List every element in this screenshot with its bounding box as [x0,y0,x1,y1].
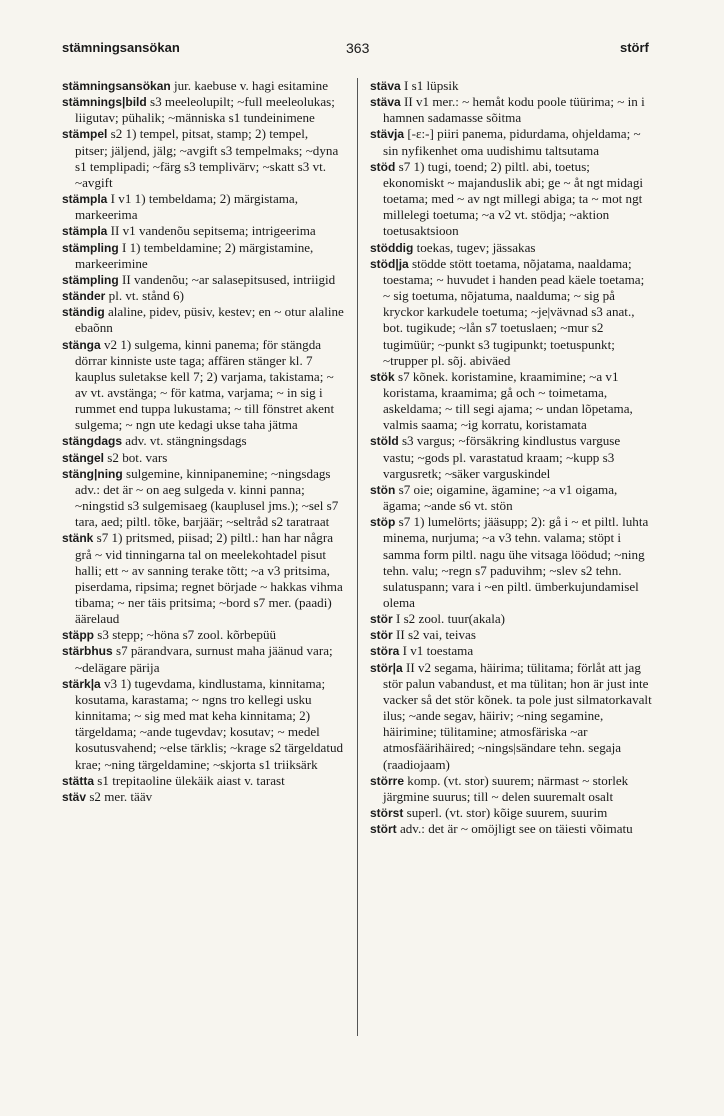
definition: I v1 1) tembeldama; 2) märgistama, markeerima [75,191,299,223]
definition: I 1) tembeldamine; 2) märgistamine, markeerimine [75,239,314,271]
right-column [370,78,652,837]
definition: v3 1) tugevdama, kindlustama, kinnitama; kosutama, karastama; ~ ngns tro kellegi usku kinnitama; ~ sig med mat keha kinnitama; 2) tärgeldama; ~ande tugevdav; kosutav; ~ medel kosutusvahend; ~else tärklis; ~krage s2 tärgeldatud krae; ~ning tärgeldamine; ~skjorta s1 triiksärk [75,675,344,772]
definition: s1 trepitaoline ülekäik aiast v. tarast [97,772,285,788]
definition: s3 vargus; ~försäkring kindlustus varguse vastu; ~gods pl. varastatud kraam; ~kupp s3 vargusretk; ~säker varguskindel [383,433,621,481]
headword: stämnings|bild [62,95,147,110]
headword: stör [370,612,393,627]
headword: stämpla [62,192,108,207]
definition: II v1 vandenõu sepitsema; intrigeerima [110,223,316,239]
dictionary-entry [62,240,344,272]
definition: I s2 zool. tuur(akala) [395,611,506,627]
headword: stänk [62,531,94,546]
headword: stöp [370,515,396,530]
definition: pl. vt. stånd 6) [108,288,184,304]
headword: stäv [62,789,87,804]
dictionary-entry [62,676,344,773]
headword: störa [370,644,400,659]
dictionary-entry [62,643,344,675]
definition: II v1 mer.: ~ hemåt kodu poole tüürima; ~ in i hamnen sadamasse sõitma [383,94,645,126]
page-number: 363 [346,40,370,56]
dictionary-entry [370,78,652,94]
running-head-right: störf [620,40,649,55]
dictionary-entry [370,433,652,481]
definition: s7 pärandvara, surnust maha jäänud vara; ~delägare pärija [75,643,333,675]
headword: större [370,773,405,788]
headword: stäva [370,79,401,93]
headword: ständig [62,305,105,320]
dictionary-entry [370,805,652,821]
dictionary-entry [370,660,652,773]
definition: II v2 segama, häirima; tülitama; förlåt att jag stör palun vabandust, et ma tülitan; hon är just inte vacker så det stör kõnek. ta pole just silmatorkavalt ilus; ~ande segav, häiriv; ~ning segamine, häirimine; tülitamine; atmosfäriska ~ar atmosfäärihäired; ~nings|sändare tehn. segaja (raadiojaam) [383,659,652,772]
headword: stämpel [62,127,108,142]
headword: stängel [62,450,105,465]
headword: stört [370,822,397,837]
definition: s2 bot. vars [107,449,168,465]
dictionary-entry [370,514,652,611]
dictionary-entry [370,159,652,240]
dictionary-entry [62,627,344,643]
headword: stöd [370,159,396,174]
running-head-left: stämningsansökan [62,40,180,55]
column-divider [357,78,358,1036]
dictionary-entry [370,240,652,256]
dictionary-entry [370,773,652,805]
dictionary-entry [62,789,344,805]
definition: s7 1) pritsmed, piisad; 2) piltl.: han har några grå ~ vid tinningarna tal on meelekohtadel pisut halli; ett ~ av sanning terake tõtt; ~a v3 pritsima, piserdama, ripsima; regnet började ~ hakkas vihma tibama; ~ ner täis pritsima; ~bord s7 mer. (paadi) äärelaud [75,530,343,627]
dictionary-entry [370,482,652,514]
headword: stäpp [62,628,95,643]
definition: s2 mer. tääv [89,788,153,804]
dictionary-entry [370,94,652,126]
dictionary-entry [62,78,344,94]
headword: stämpling [62,272,119,287]
headword: stärk|a [62,676,101,691]
definition: [-ɛ:-] piiri panema, pidurdama, ohjeldama; ~ sin nyfikenhet oma uudishimu taltsutama [383,126,641,158]
headword: stämpla [62,224,108,239]
dictionary-entry [62,223,344,239]
dictionary-entry [370,627,652,643]
definition: II vandenõu; ~ar salasepitsused, intriigid [121,271,336,287]
definition: alaline, pidev, püsiv, kestev; en ~ otur alaline ebaõnn [75,304,344,336]
headword: ständer [62,289,106,304]
headword: stök [370,369,395,384]
headword: stäva [370,95,401,110]
dictionary-entry [370,821,652,837]
headword: stön [370,482,396,497]
definition: stödde stött toetama, nõjatama, naaldama; toestama; ~ huvudet i handen pead käele toetama; ~ sig toetuma, nõjatuma, naalduma; ~ sig på kryckor karkudele toetuma; ~je|vävnad s3 anat., bot. tugikude; ~lån s7 toetuslaen; ~mur s2 tugimüür; ~punkt s3 tugipunkt; toetuspunkt; ~trupper pl. sõj. abiväed [383,255,645,368]
headword: stätta [62,773,95,788]
definition: komp. (vt. stor) suurem; närmast ~ storlek järgmine suurus; till ~ delen suuremalt osalt [383,772,629,804]
definition: toekas, tugev; jässakas [416,239,536,255]
headword: stöddig [370,240,414,255]
definition: I v1 toestama [402,643,474,659]
dictionary-entry [62,304,344,336]
headword: stämpling [62,240,119,255]
definition: sulgemine, kinnipanemine; ~ningsdags adv.: det är ~ on aeg sulgeda v. kinni panna; ~ningstid s3 sulgemisaeg (kauplusel jms.); ~sel s7 tara, aed; piltl. tõke, barjäär; ~seltråd s2 taratraat [75,465,339,530]
definition: v2 1) sulgema, kinni panema; för stängda dörrar kinniste uste taga; affären stänger kl. 7 kauplus suletakse kell 7; 2) varjama, takistama; ~ av vt. avstänga; ~ för katma, varjama; ~ in sig i rummet end tuppa lukustama; ~ till fönstret akent sulgema; ~ ngn ute kedagi ukse taha jätma [75,336,335,433]
dictionary-entry [370,611,652,627]
headword: stäng|ning [62,466,123,481]
definition: adv.: det är ~ omöjligt see on täiesti võimatu [399,821,633,837]
definition: I s1 lüpsik [403,78,459,93]
dictionary-entry [370,126,652,158]
definition: s7 kõnek. koristamine, kraamimine; ~a v1 koristama, kraamima; gå och ~ toimetama, askeldama; ~ till segi ajama; ~ undan lõpetama, valmis saama; ~ig korratu, koristamata [383,368,633,433]
headword: stöld [370,434,399,449]
headword: stänga [62,337,101,352]
dictionary-entry [62,530,344,627]
headword: stämningsansökan [62,79,171,93]
headword: stängdags [62,434,123,449]
headword: stärbhus [62,644,113,659]
headword: stöd|ja [370,256,409,271]
dictionary-entry [370,643,652,659]
definition: adv. vt. stängningsdags [125,433,247,449]
dictionary-entry [62,191,344,223]
definition: s7 1) lumelörts; jääsupp; 2): gå i ~ et piltl. luhta minema, nurjuma; ~a v3 tehn. valama; stöpt i samma form piltl. nagu ühe vitsaga löödud; ~ning tehn. valu; ~regn s7 paduvihm; ~slev s2 tehn. sulatuspann; vara i ~en piltl. ümberkujundamisel olema [383,514,649,610]
dictionary-entry [62,773,344,789]
definition: s3 meeleolupilt; ~full meeleolukas; liigutav; pühalik; ~människa s1 tundeinimene [75,94,335,126]
definition: jur. kaebuse v. hagi esitamine [173,78,329,93]
left-column [62,78,344,805]
dictionary-entry [62,272,344,288]
headword: stävja [370,127,405,142]
headword: stör|a [370,660,403,675]
definition: s7 1) tugi, toend; 2) piltl. abi, toetus; ekonomiskt ~ majanduslik abi; ge ~ åt ngt midagi toetama; med ~ av ngt millegi abiga; ta ~ mot ngt millelegi toetuma; ~a v2 vt. stödja; ~aktion toetusaktsioon [383,158,644,239]
dictionary-entry [370,369,652,434]
definition: s7 oie; oigamine, ägamine; ~a v1 oigama, ägama; ~ande s6 vt. stön [383,481,618,514]
definition: s2 1) tempel, pitsat, stamp; 2) tempel, pitser; jäljend, jälg; ~avgift s3 tempelmaks; ~dyna s1 templipadi; ~färg s3 templivärv; ~skatt s3 vt. ~avgift [75,126,339,190]
dictionary-entry [62,433,344,449]
dictionary-entry [62,337,344,434]
definition: superl. (vt. stor) kõige suurem, suurim [406,805,608,821]
headword: störst [370,806,404,821]
dictionary-entry [62,288,344,304]
dictionary-entry [62,466,344,531]
dictionary-entry [62,126,344,191]
definition: II s2 vai, teivas [395,627,476,643]
dictionary-entry [62,94,344,126]
dictionary-entry [62,450,344,466]
definition: s3 stepp; ~höna s7 zool. kõrbepüü [97,627,277,643]
headword: stör [370,628,393,643]
dictionary-entry [370,256,652,369]
